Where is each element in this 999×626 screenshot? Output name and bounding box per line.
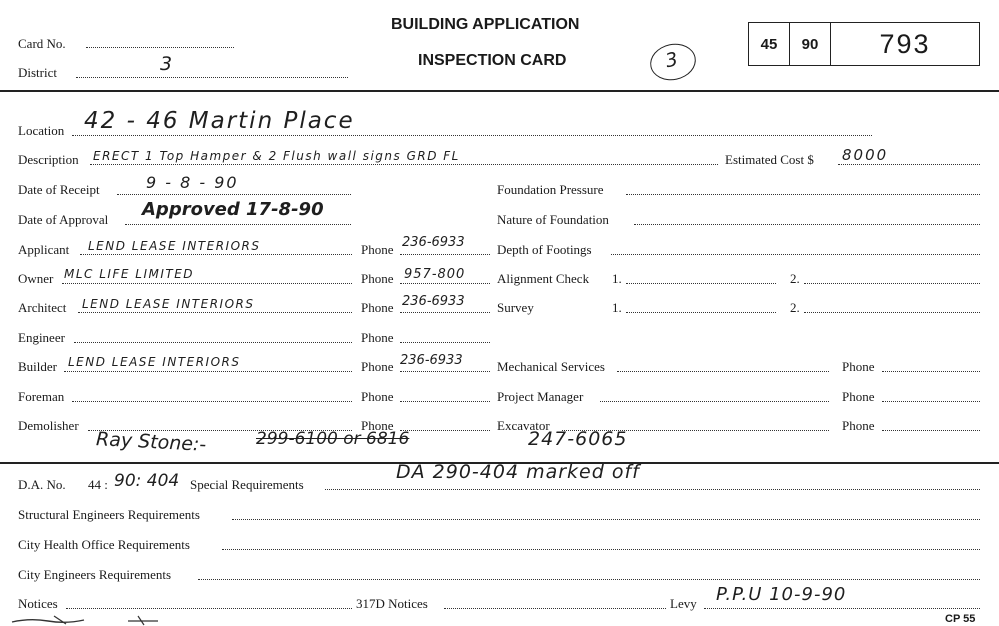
applicant-line xyxy=(80,254,352,255)
city-engineers-label: City Engineers Requirements xyxy=(18,567,172,582)
alignment-check-label: Alignment Check xyxy=(497,271,590,286)
depth-of-footings-line xyxy=(611,254,980,255)
survey-line-2 xyxy=(804,312,980,313)
special-requirements-line xyxy=(325,489,980,490)
contact-note-number: 247-6065 xyxy=(528,428,628,450)
circled-mark-value: 3 xyxy=(663,48,681,73)
card-no-line xyxy=(86,47,234,48)
survey-line-1 xyxy=(626,312,776,313)
location-line xyxy=(72,135,872,136)
foreman-phone-line xyxy=(400,401,490,402)
mechanical-services-line xyxy=(617,371,829,372)
project-manager-phone-label: Phone xyxy=(842,389,875,404)
card-no-label: Card No. xyxy=(18,36,66,51)
levy-label: Levy xyxy=(670,596,697,611)
owner-phone: 957-800 xyxy=(404,267,466,282)
date-of-approval-label: Date of Approval xyxy=(18,212,109,227)
survey-n1: 1. xyxy=(612,300,622,315)
excavator-label: Excavator xyxy=(497,418,550,433)
project-manager-line xyxy=(600,401,829,402)
levy-line xyxy=(704,608,980,609)
alignment-check-line-1 xyxy=(626,283,776,284)
applicant-value: LEND LEASE INTERIORS xyxy=(88,239,261,253)
project-manager-phone-line xyxy=(882,401,980,402)
da-no-value: 90: 404 xyxy=(114,471,180,491)
owner-phone-label: Phone xyxy=(361,271,394,286)
estimated-cost-line xyxy=(838,164,980,165)
builder-phone: 236-6933 xyxy=(400,353,463,368)
architect-value: LEND LEASE INTERIORS xyxy=(82,297,255,311)
engineer-label: Engineer xyxy=(18,330,65,345)
excavator-phone-label: Phone xyxy=(842,418,875,433)
survey-label: Survey xyxy=(497,300,534,315)
mechanical-services-label: Mechanical Services xyxy=(497,359,605,374)
levy-value: P.P.U 10-9-90 xyxy=(716,584,847,605)
special-requirements-value: DA 290-404 marked off xyxy=(396,461,640,483)
foreman-label: Foreman xyxy=(18,389,65,404)
alignment-check-n2: 2. xyxy=(790,271,800,286)
demolisher-phone-label: Phone xyxy=(361,418,394,433)
foreman-phone-label: Phone xyxy=(361,389,394,404)
circled-mark xyxy=(647,40,699,85)
architect-phone-line xyxy=(400,312,490,313)
nature-of-foundation-label: Nature of Foundation xyxy=(497,212,609,227)
description-value: ERECT 1 Top Hamper & 2 Flush wall signs GRD FL xyxy=(93,149,460,163)
date-of-approval-value: Approved 17-8-90 xyxy=(142,199,324,220)
date-of-receipt-value: 9 - 8 - 90 xyxy=(146,173,239,192)
date-of-approval-line xyxy=(125,224,351,225)
architect-label: Architect xyxy=(18,300,67,315)
da-no-label: D.A. No. xyxy=(18,477,66,492)
builder-line xyxy=(64,371,352,372)
district-label: District xyxy=(18,65,57,80)
mechanical-services-phone-line xyxy=(882,371,980,372)
form-title: BUILDING APPLICATION xyxy=(391,16,580,33)
architect-line xyxy=(78,312,352,313)
alignment-check-n1: 1. xyxy=(612,271,622,286)
foreman-line xyxy=(72,401,352,402)
applicant-label: Applicant xyxy=(18,242,70,257)
mechanical-services-phone-label: Phone xyxy=(842,359,875,374)
form-code: CP 55 xyxy=(945,613,976,625)
demolisher-phone-line xyxy=(400,430,490,431)
depth-of-footings-label: Depth of Footings xyxy=(497,242,592,257)
architect-phone: 236-6933 xyxy=(402,294,465,309)
number-box-a: 45 xyxy=(749,23,790,65)
owner-label: Owner xyxy=(18,271,54,286)
architect-phone-label: Phone xyxy=(361,300,394,315)
applicant-phone-line xyxy=(400,254,490,255)
description-label: Description xyxy=(18,152,79,167)
applicant-phone: 236-6933 xyxy=(402,235,465,250)
survey-n2: 2. xyxy=(790,300,800,315)
excavator-phone-line xyxy=(882,430,980,431)
contact-note-name: Ray Stone:- xyxy=(95,428,207,456)
estimated-cost-value: 8000 xyxy=(842,146,889,164)
structural-engineers-line xyxy=(232,519,980,520)
builder-phone-line xyxy=(400,371,490,372)
owner-phone-line xyxy=(400,283,490,284)
city-health-line xyxy=(222,549,980,550)
form-subtitle: INSPECTION CARD xyxy=(418,52,567,69)
special-requirements-label: Special Requirements xyxy=(190,477,304,492)
notices-317d-line xyxy=(444,608,666,609)
date-of-receipt-label: Date of Receipt xyxy=(18,182,100,197)
notices-line xyxy=(66,608,352,609)
structural-engineers-label: Structural Engineers Requirements xyxy=(18,507,200,522)
engineer-phone-label: Phone xyxy=(361,330,394,345)
location-label: Location xyxy=(18,123,65,138)
applicant-phone-label: Phone xyxy=(361,242,394,257)
contact-note-struck: 299-6100 or 6816 xyxy=(256,429,410,449)
foundation-pressure-line xyxy=(626,194,980,195)
demolisher-label: Demolisher xyxy=(18,418,79,433)
owner-value: MLC LIFE LIMITED xyxy=(64,267,195,281)
district-line xyxy=(76,77,348,78)
project-manager-label: Project Manager xyxy=(497,389,584,404)
date-of-receipt-line xyxy=(117,194,351,195)
card-number-box xyxy=(748,22,980,66)
edge-scribble-mark xyxy=(10,612,160,626)
notices-317d-label: 317D Notices xyxy=(356,596,428,611)
description-line xyxy=(90,164,718,165)
card-number: 793 xyxy=(879,28,931,59)
notices-label: Notices xyxy=(18,596,58,611)
builder-phone-label: Phone xyxy=(361,359,394,374)
foundation-pressure-label: Foundation Pressure xyxy=(497,182,604,197)
alignment-check-line-2 xyxy=(804,283,980,284)
da-no-prefix: 44 : xyxy=(88,477,108,492)
engineer-phone-line xyxy=(400,342,490,343)
engineer-line xyxy=(74,342,352,343)
location-value: 42 - 46 Martin Place xyxy=(84,108,355,134)
owner-line xyxy=(62,283,352,284)
city-engineers-line xyxy=(198,579,980,580)
builder-label: Builder xyxy=(18,359,57,374)
estimated-cost-label: Estimated Cost $ xyxy=(725,152,814,167)
nature-of-foundation-line xyxy=(634,224,980,225)
district-value: 3 xyxy=(160,53,174,75)
number-box-b: 90 xyxy=(790,23,831,65)
header-rule xyxy=(0,90,999,92)
builder-value: LEND LEASE INTERIORS xyxy=(68,355,241,369)
city-health-label: City Health Office Requirements xyxy=(18,537,190,552)
